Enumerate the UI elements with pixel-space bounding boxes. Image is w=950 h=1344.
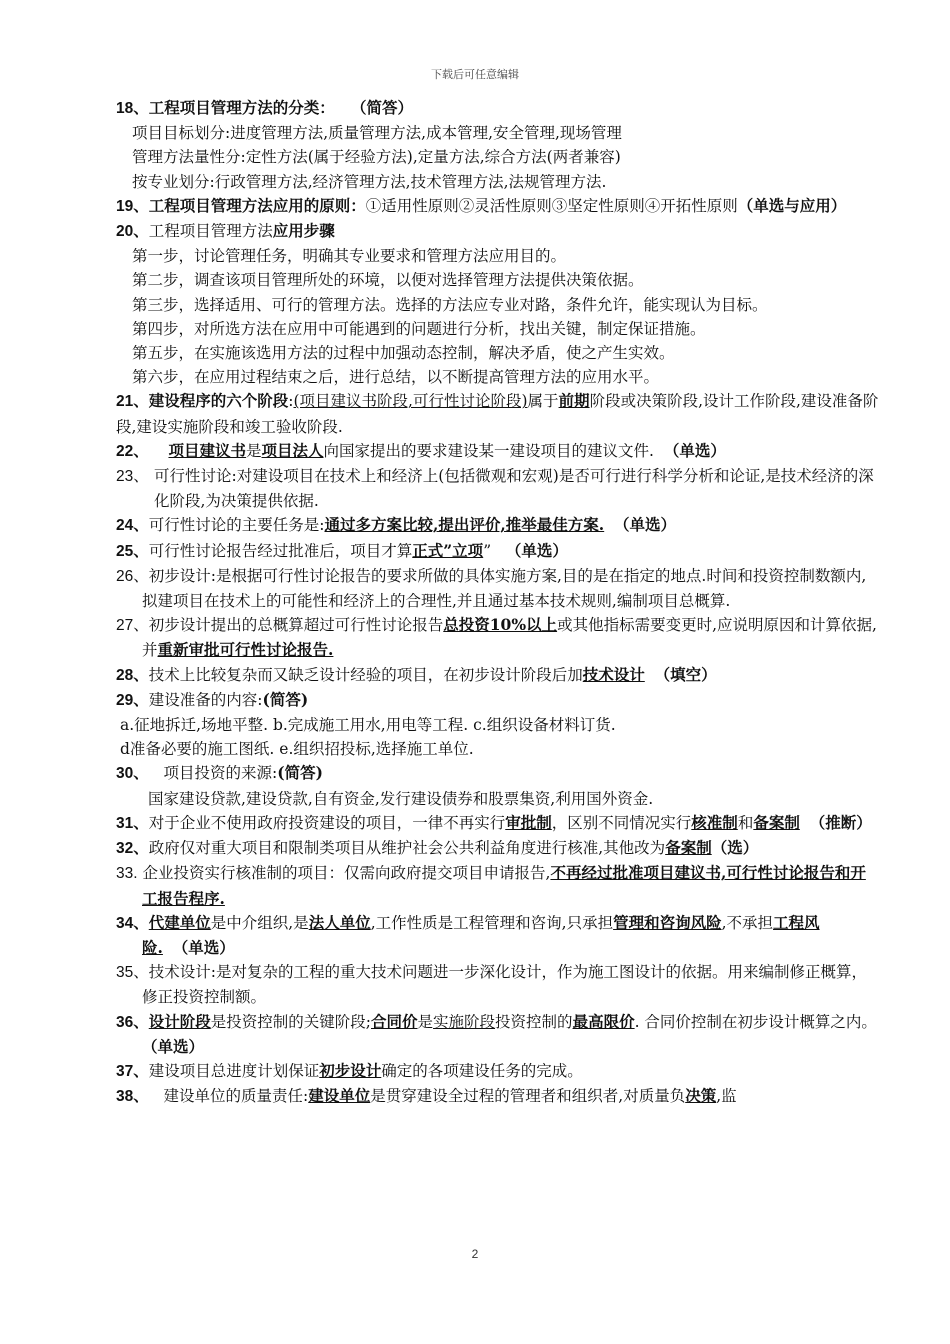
item-26: 26、初步设计:是根据可行性讨论报告的要求所做的具体实施方案,目的是在指定的地点.时间和投资控制数额内,拟建项目在技术上的可能性和经济上的合理性,并且通过基本技术规则,编制项目总概算.: [116, 566, 867, 611]
item-34: 34、代建单位是中介组织,是法人单位,工作性质是工程管理和咨询,只承担管理和咨询风险,不承担工程风险. （单选）: [116, 912, 820, 957]
page-number: 2: [471, 1247, 479, 1261]
item-32: 32、政府仅对重大项目和限制类项目从维护社会公共利益角度进行核准,其他改为备案制（选）: [116, 838, 759, 858]
item-20-step-3: 第三步，选择适用、可行的管理方法。选择的方法应专业对路，条件允许，能实现认为目标。: [132, 295, 768, 314]
item-20-step-1: 第一步，讨论管理任务，明确其专业要求和管理方法应用目的。: [132, 247, 567, 266]
item-33: 33. 企业投资实行核准制的项目：仅需向政府提交项目申请报告,不再经过批准项目建议书,可行性讨论报告和开工报告程序.: [116, 863, 866, 908]
item-18-line-2: 管理方法量性分:定性方法(属于经验方法),定量方法,综合方法(两者兼容): [132, 148, 621, 167]
item-20-heading: 20、工程项目管理方法应用步骤: [116, 221, 335, 241]
item-36: 36、设计阶段是投资控制的关键阶段;合同价是实施阶段投资控制的最高限价. 合同价控制在初步设计概算之内。（单选）: [116, 1011, 877, 1056]
item-20-step-4: 第四步，对所选方法在应用中可能遇到的问题进行分析，找出关键，制定保证措施。: [132, 319, 706, 338]
item-18-heading: 18、工程项目管理方法的分类： （简答）: [116, 98, 413, 117]
item-20-step-6: 第六步，在应用过程结束之后，进行总结，以不断提高管理方法的应用水平。: [132, 368, 660, 387]
item-21: 21、建设程序的六个阶段:(项目建议书阶段,可行性讨论阶段)属于前期阶段或决策阶段,设计工作阶段,建设准备阶段,建设实施阶段和竣工验收阶段.: [116, 391, 879, 436]
document-body: [116, 96, 880, 1109]
item-20-step-5: 第五步，在实施该选用方法的过程中加强动态控制，解决矛盾，使之产生实效。: [132, 344, 675, 363]
item-27: 27、初步设计提出的总概算超过可行性讨论报告总投资10%以上或其他指标需要变更时,应说明原因和计算依据,并重新审批可行性讨论报告.: [116, 615, 877, 660]
item-25: 25、可行性讨论报告经过批准后，项目才算正式”立项” （单选）: [116, 540, 568, 560]
item-31: 31、对于企业不使用政府投资建设的项目，一律不再实行审批制，区别不同情况实行核准制和备案制 （推断）: [116, 812, 872, 832]
item-18-line-1: 项目目标划分:进度管理方法,质量管理方法,成本管理,安全管理,现场管理: [132, 124, 622, 143]
item-19: 19、工程项目管理方法应用的原则：①适用性原则②灵活性原则③坚定性原则④开拓性原则（单选与应用）: [116, 195, 847, 215]
page-header: 下载后可任意编辑: [431, 68, 519, 81]
item-30-line-1: 国家建设贷款,建设贷款,自有资金,发行建设债券和股票集资,利用国外资金.: [148, 789, 654, 808]
item-38: 38、 建设单位的质量责任:建设单位是贯穿建设全过程的管理者和组织者,对质量负决策,监: [116, 1086, 737, 1106]
item-30-heading: 30、 项目投资的来源:(简答): [116, 763, 323, 783]
item-37: 37、建设项目总进度计划保证初步设计确定的各项建设任务的完成。: [116, 1060, 583, 1080]
item-28: 28、技术上比较复杂而又缺乏设计经验的项目，在初步设计阶段后加技术设计 （填空）: [116, 664, 717, 684]
item-35: 35、技术设计:是对复杂的工程的重大技术问题进一步深化设计，作为施工图设计的依据。用来编制修正概算，修正投资控制额。: [116, 963, 867, 1007]
item-23: 23、 可行性讨论:对建设项目在技术上和经济上(包括微观和宏观)是否可行进行科学分析和论证,是技术经济的深化阶段,为决策提供依据.: [116, 467, 874, 511]
item-18-line-3: 按专业划分:行政管理方法,经济管理方法,技术管理方法,法规管理方法.: [132, 172, 607, 191]
item-24: 24、可行性讨论的主要任务是:通过多方案比较,提出评价,推举最佳方案. （单选）: [116, 515, 677, 535]
item-22: 22、 项目建议书是项目法人向国家提出的要求建设某一建设项目的建议文件. （单选）: [116, 440, 726, 460]
item-29-heading: 29、建设准备的内容:(简答): [116, 689, 309, 709]
item-20-step-2: 第二步，调查该项目管理所处的环境，以便对选择管理方法提供决策依据。: [132, 271, 644, 290]
item-29-line-2: d准备必要的施工图纸. e.组织招投标,选择施工单位.: [120, 740, 474, 759]
item-29-line-1: a.征地拆迁,场地平整. b.完成施工用水,用电等工程. c.组织设备材料订货.: [120, 716, 616, 735]
